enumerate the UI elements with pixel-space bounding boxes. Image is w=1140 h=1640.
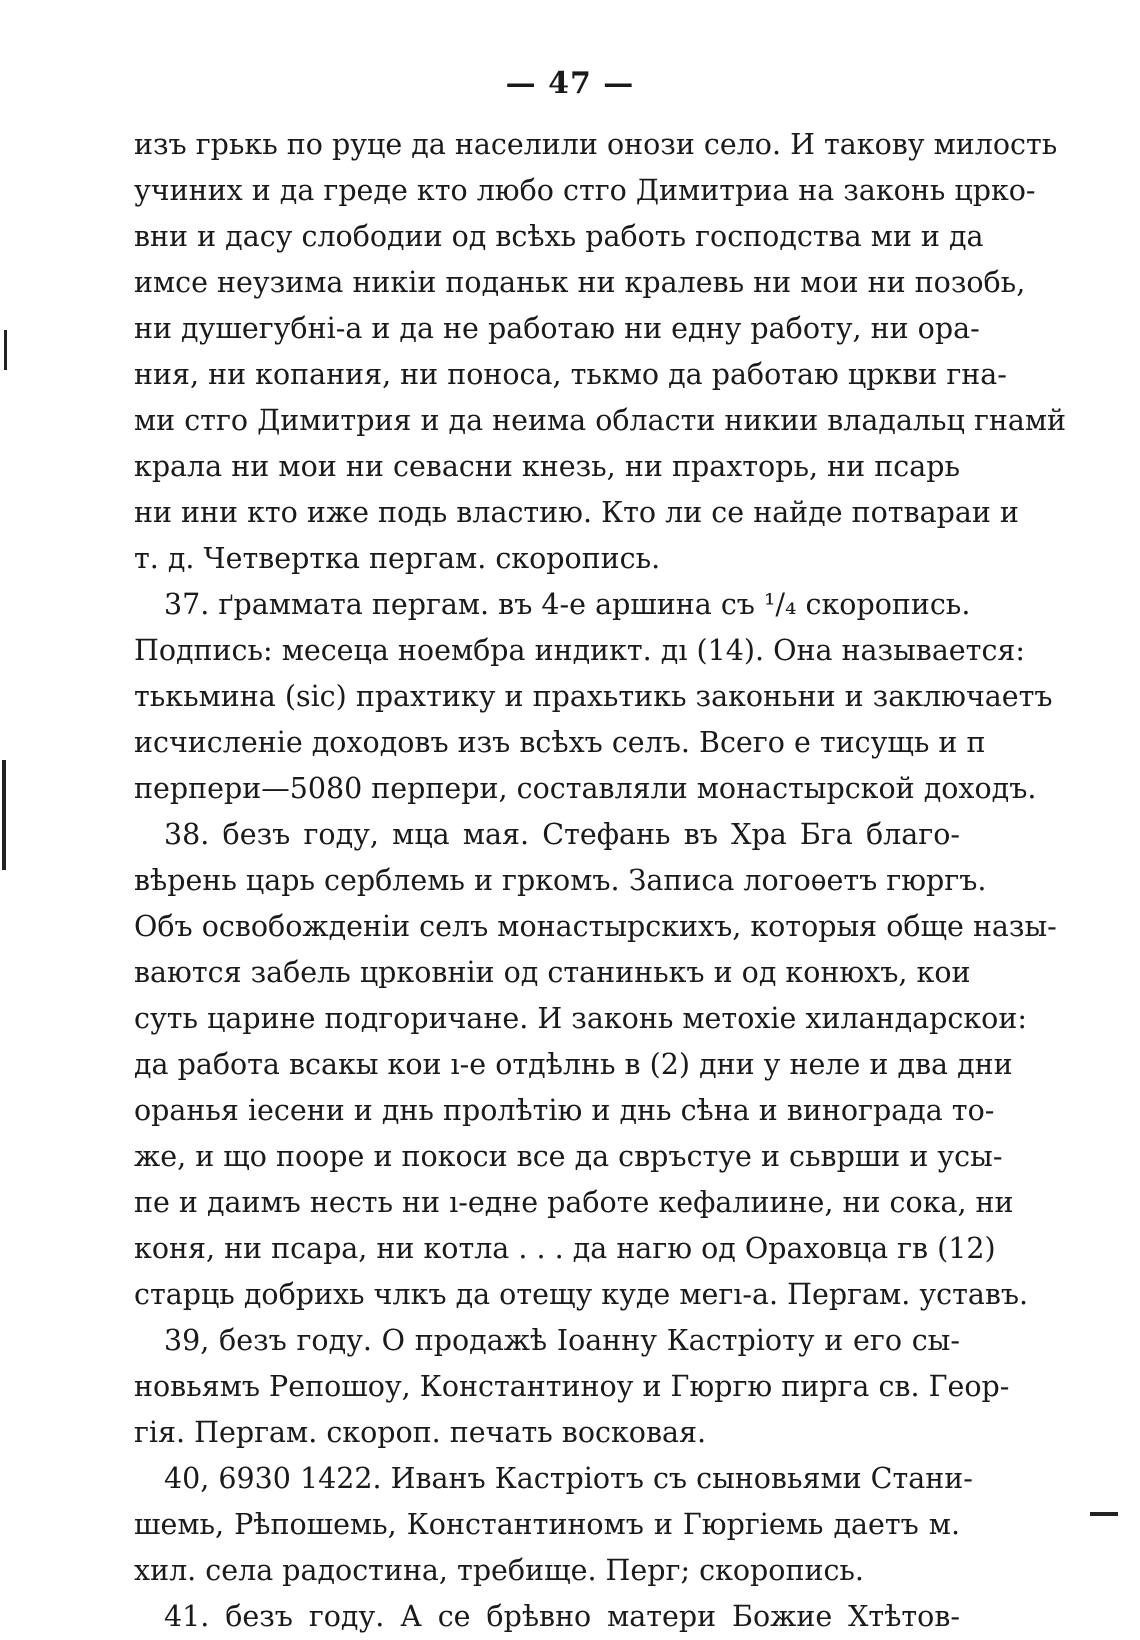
text-line: же, и що пооре и покоси все да свръстуе и сьврши и усы-	[134, 1140, 1003, 1173]
text-line: шемь, Рѣпошемь, Константиномъ и Гюргiемь даетъ м.	[134, 1508, 960, 1541]
text-line: учиних и да греде кто любо стго Димитриа на законь цркo-	[134, 174, 1036, 207]
text-line: перпери—5080 перпери, составляли монастырской доходъ.	[134, 772, 1037, 805]
text-line: ваются забель црковнiи од станинькъ и од конюхъ, кои	[134, 956, 971, 989]
text-line: исчисленie доходовъ изъ всѣхъ селъ. Всего е тисущь и п	[134, 726, 986, 759]
text-line: пе и даимъ несть ни ı-едне работе кефалиине, ни сока, ни	[134, 1186, 1014, 1219]
text-line: да работа всакы кои ı-е отдѣлнь в (2) дни у неле и два дни	[134, 1048, 1013, 1081]
text-line: Объ освобожденiи селъ монастырскихъ, которыя обще назы-	[134, 910, 1057, 943]
text-line: 38. безъ году, мца мая. Стефань въ Хра Бга благо-	[164, 818, 960, 851]
text-line: вѣрень царь серблемь и гркомъ. Записа логоѳетъ гюргъ.	[134, 864, 987, 897]
text-line: Подпись: месеца ноембра индикт. дı (14). Она называется:	[134, 634, 1025, 667]
text-line: т. д. Четвертка пергам. скоропись.	[134, 542, 661, 575]
text-line: вни и дасу слободии од всѣхь работь господства ми и да	[134, 220, 984, 253]
scan-edge-mark	[1090, 1512, 1118, 1516]
text-line: изъ грькь по руце да населили онози село. И такову милость	[134, 128, 1058, 161]
text-line: новьямъ Репошоу, Константиноу и Гюргю пирга св. Геор-	[134, 1370, 1010, 1403]
text-line: ни душегубнi-а и да не работаю ни едну работу, ни ора-	[134, 312, 980, 345]
text-line: 41. безъ году. А се брѣвно матери Божие Хтѣтов-	[164, 1600, 960, 1633]
text-line: ми стго Димитрия и да неима области никии владальц гнамй	[134, 404, 1067, 437]
text-line: старць добрихь члкъ да отещу куде мегı-а. Пергам. уставъ.	[134, 1278, 1029, 1311]
text-line: тькьмина (sic) прахтику и прахьтикь законьни и заключаетъ	[134, 680, 1053, 713]
text-line: 40, 6930 1422. Иванъ Кастрiотъ съ сыновьями Стани-	[164, 1462, 973, 1495]
body-text	[134, 122, 1067, 1640]
text-line: суть царине подгоричане. И законь метохiе хиландарскои:	[134, 1002, 1027, 1035]
text-line: крала ни мои ни севасни кнезь, ни прахторь, ни псарь	[134, 450, 960, 483]
scan-edge-mark	[4, 330, 7, 370]
text-line: ни ини кто иже подь властию. Кто ли се найде потвараи и	[134, 496, 1019, 529]
text-line: ния, ни копания, ни поноса, тькмо да работаю цркви гнa-	[134, 358, 1007, 391]
text-line: гiя. Пергам. скороп. печать восковая.	[134, 1416, 707, 1449]
text-line: 37. ґраммата пергам. въ 4-е аршина съ ¹/₄ скоропись.	[164, 588, 971, 621]
text-line: 39, безъ году. О продажѣ Iоанну Кастрiоту и его сы-	[164, 1324, 960, 1357]
page-number: — 47 —	[505, 66, 635, 101]
text-line: коня, ни псара, ни котла . . . да нагю од Ораховца гв (12)	[134, 1232, 996, 1265]
scan-edge-mark	[2, 760, 6, 870]
text-line: оранья iесени и днь пролѣтiю и днь сѣна и винограда то-	[134, 1094, 995, 1127]
text-line: хил. села радостина, требище. Перг; скоропись.	[134, 1554, 864, 1587]
text-line: имсе неузима никiи поданьк ни кралевь ни мои ни позобь,	[134, 266, 1026, 299]
